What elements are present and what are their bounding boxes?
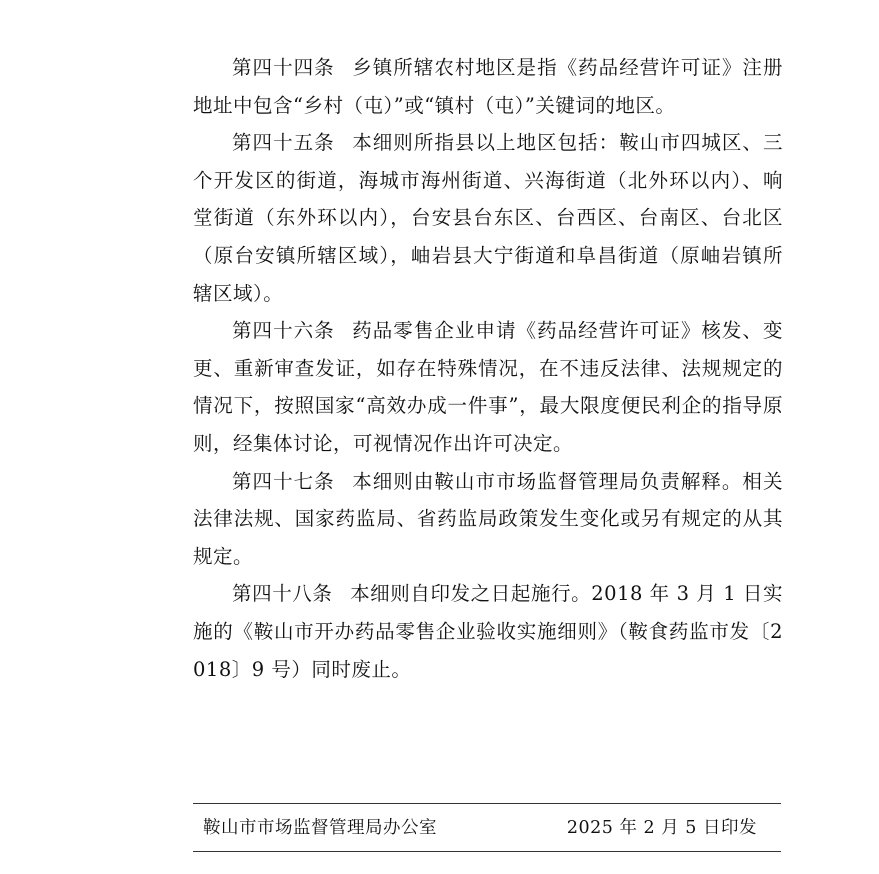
article-text: 本细则由鞍山市市场监督管理局负责解释。相关法律法规、国家药监局、省药监局政策发生变化或另有规定的从其规定。	[193, 469, 783, 568]
article-46	[193, 312, 783, 462]
article-text: 乡镇所辖农村地区是指《药品经营许可证》注册地址中包含“乡村（屯）”或“镇村（屯）”关键词的地区。	[193, 56, 783, 117]
article-48	[193, 575, 783, 688]
article-44	[193, 49, 783, 124]
article-number: 第四十五条	[232, 131, 335, 155]
issuance-footer	[193, 803, 781, 852]
article-text: 本细则自印发之日起施行。2018 年 3 月 1 日实施的《鞍山市开办药品零售企业验收实施细则》（鞍食药监市发〔2018〕9 号）同时废止。	[193, 582, 783, 681]
document-body	[193, 49, 783, 688]
article-45	[193, 124, 783, 312]
issuing-office: 鞍山市市场监督管理局办公室	[203, 818, 437, 838]
article-text: 本细则所指县以上地区包括：鞍山市四城区、三个开发区的街道，海城市海州街道、兴海街道（北外环以内）、响堂街道（东外环以内），台安县台东区、台西区、台南区、台北区（原台安镇所辖区域），岫岩县大宁街道和阜昌街道（原岫岩镇所辖区域）。	[193, 131, 783, 305]
issue-date: 2025 年 2 月 5 日印发	[566, 818, 757, 838]
article-47	[193, 463, 783, 576]
article-number: 第四十七条	[232, 469, 335, 493]
article-number: 第四十六条	[232, 319, 335, 343]
article-number: 第四十四条	[232, 56, 335, 79]
article-text: 药品零售企业申请《药品经营许可证》核发、变更、重新审查发证，如存在特殊情况，在不违反法律、法规规定的情况下，按照国家“高效办成一件事”，最大限度便民利企的指导原则，经集体讨论，可视情况作出许可决定。	[193, 319, 783, 455]
article-number: 第四十八条	[232, 582, 333, 606]
